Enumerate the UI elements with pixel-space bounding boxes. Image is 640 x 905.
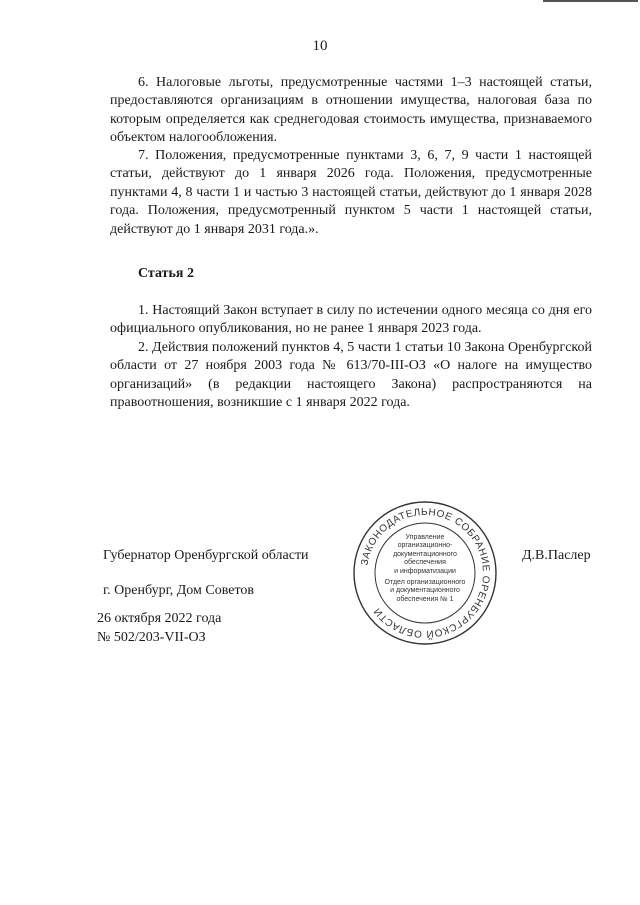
corner-rule [543, 0, 638, 2]
seal-inner-line: обеспечения № 1 [396, 595, 454, 603]
article-2-item-1: 1. Настоящий Закон вступает в силу по истечении одного месяца со дня его официального опубликования, но не ранее 1 января 2023 года. [110, 303, 592, 337]
seal-ring-text: ЗАКОНОДАТЕЛЬНОЕ СОБРАНИЕ ОРЕНБУРГСКОЙ ОБЛАСТИ [359, 506, 492, 640]
article-2-item-2: 2. Действия положений пунктов 4, 5 части 1 статьи 10 Закона Оренбургской области от 27 ноября 2003 года № 613/70-III-ОЗ «О налоге на имущество организаций» (в редакции настоящего Закона) распространяются на правоотношения, возникшие с 1 января 2022 года. [110, 340, 592, 411]
article-2-heading: Статья 2 [138, 266, 194, 281]
paragraph-6: 6. Налоговые льготы, предусмотренные частями 1–3 настоящей статьи, предоставляются организациям в отношении имущества, налоговая база по которым определяется как среднегодовая стоимость имущества, признаваемого объектом налогообложения. [110, 75, 592, 146]
governor-name: Д.В.Паслер [522, 548, 591, 563]
seal-inner-line: документационного [393, 550, 457, 558]
signing-place: г. Оренбург, Дом Советов [103, 583, 254, 598]
seal-inner-line: Отдел организационного [384, 579, 466, 587]
law-number: № 502/203-VII-ОЗ [97, 630, 206, 645]
paragraph-7: 7. Положения, предусмотренные пунктами 3, 6, 7, 9 части 1 настоящей статьи, действуют до 1 января 2026 года. Положения, предусмотренные пунктами 4, 8 части 1 и частью 3 настоящей статьи, действуют до 1 января 2028 года. Положения, предусмотренный пунктом 5 части 1 настоящей статьи, действуют до 1 января 2031 года.». [110, 148, 592, 237]
page-number: 10 [312, 38, 328, 54]
seal-inner-line: организационно- [397, 542, 453, 550]
seal-inner-line: и информатизации [394, 567, 456, 575]
seal-inner-line: и документационного [390, 587, 460, 595]
signing-date: 26 октября 2022 года [97, 611, 222, 626]
governor-title: Губернатор Оренбургской области [103, 548, 309, 563]
seal-inner-line: Управление [405, 534, 445, 541]
seal-inner-text [372, 534, 478, 604]
seal-inner-line: обеспечения [404, 559, 446, 567]
